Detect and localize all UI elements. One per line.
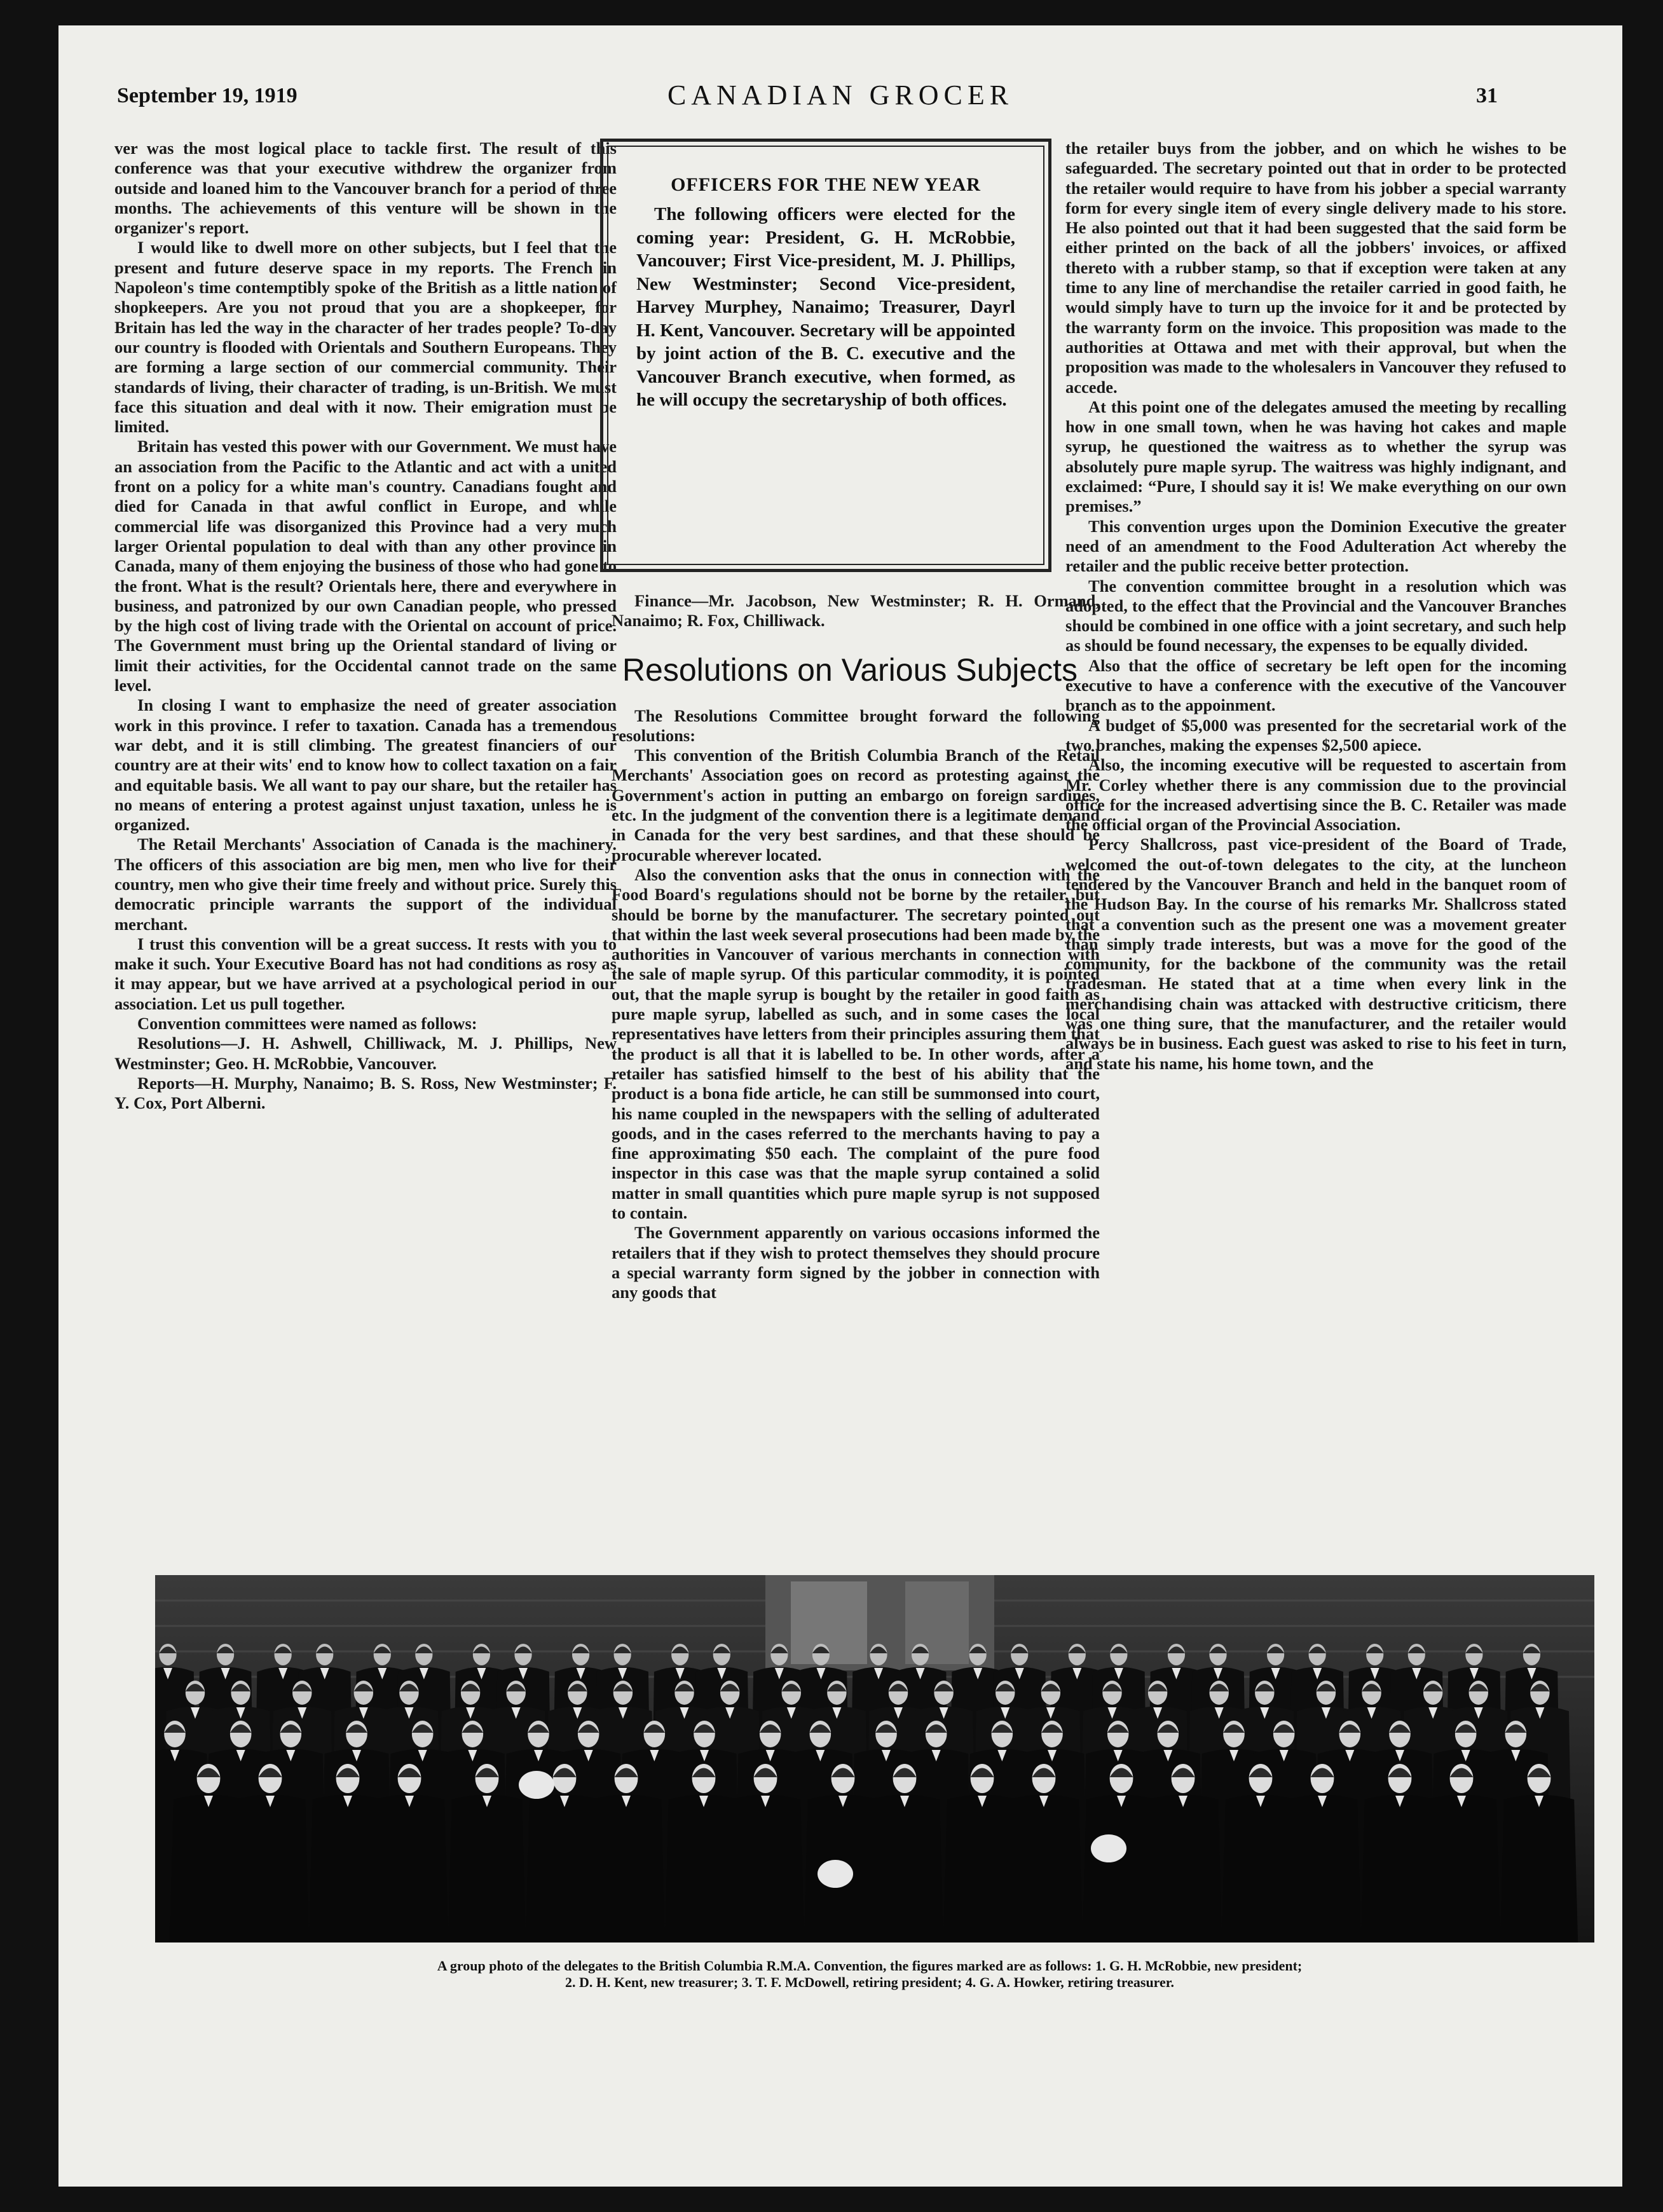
person-body [866,1795,943,1943]
paragraph: This convention urges upon the Dominion Executive the greater need of an amendment to the Food Adulteration Act whereby the retailer and the public receive better protection. [1065,516,1566,576]
article-column-1 [114,139,617,1114]
person-body [448,1795,526,1943]
person-body [371,1795,448,1943]
paragraph: Britain has vested this power with our Government. We must have an association from the Pacific to the Atlantic and act with a united front on a policy for a white man's country. Canadians fought and died for Canada in that awful conflict in Europe, and while commercial life was disorganized this Province had a very much larger Oriental population to deal with than any other province in Canada, many of them enjoying the business of those who had gone to the front. What is the result? Orientals here, there and everywhere in business, and patronized by our own Canadian people, who pressed by the high cost of living trade with the Oriental on account of price. The Government must bring up the Oriental standard of living or limit their activities, for the Occidental cannot trade on the same level. [114,437,617,695]
issue-date: September 19, 1919 [117,84,298,107]
resolutions-heading: Resolutions on Various Subjects [622,652,1078,688]
magazine-title: CANADIAN GROCER [667,79,1014,111]
officers-sidebar-box [600,139,1051,572]
group-photo-image [155,1575,1594,1942]
person-body [1283,1795,1361,1943]
person-body [587,1795,665,1943]
paragraph: the retailer buys from the jobber, and on which he wishes to be safeguarded. The secretary pointed out that in order to be protected the retailer would require to have from his jobber a special warranty form for every single item of every single delivery made to his store. He also pointed out that it had been suggested that the said form be either printed on the back of all the jobbers' invoices, or affixed thereto with a rubber stamp, so that if exception were taken at any time to any line of merchandise the retailer carried in good faith, he would simply have to turn up the invoice for it and be protected by the warranty form on the invoice. This proposition was made to the authorities at Ottawa and met with their approval, but when the proposition was made to the wholesalers in Vancouver they refused to accede. [1065,139,1566,397]
paragraph: The Government apparently on various occasions informed the retailers that if they wish to protect themselves they should procure a special warranty form signed by the jobber in connection with any goods that [612,1223,1100,1302]
paragraph: Percy Shallcross, past vice-president of the Board of Trade, welcomed the out-of-town delegates to the city, at the luncheon tendered by the Vancouver Branch and held in the banquet room of the Hudson Bay. In the course of his remarks Mr. Shallcross stated that a convention such as the present one was a movement greater than simply trade interests, but was a move for the good of the community, for the backbone of the community was the retail tradesman. He stated that at a time when every link in the merchandising chain was attacked with destructive criticism, there was one thing sure, that the manufacturer, and the retailer would always be in business. Each guest was asked to rise to his feet in turn, and state his name, his home town, and the [1065,835,1566,1073]
page-number: 31 [1476,84,1498,107]
officers-heading: OFFICERS FOR THE NEW YEAR [671,174,981,195]
person-body [727,1795,804,1943]
paragraph: Convention committees were named as follows: [137,1014,477,1034]
committee-listing: Reports—H. Murphy, Nanaimo; B. S. Ross, New Westminster; F. Y. Cox, Port Alberni. [114,1073,617,1113]
magazine-page [58,25,1622,2187]
paragraph: Also, the incoming executive will be requested to ascertain from Mr. Corley whether there is any commission due to the provincial office for the increased advertising since the B. C. Retailer was made the official organ of the Provincial Association. [1065,755,1566,835]
finance-committee-line: Finance—Mr. Jacobson, New Westminster; R. H. Ormand, Nanaimo; R. Fox, Chilliwack. [612,591,1100,631]
straw-hat [1091,1834,1126,1862]
officers-body: The following officers were elected for the coming year: President, G. H. McRobbie, Vancouver; First Vice-president, M. J. Phillips, New Westminster; Second Vice-president, Harvey Murphey, Nanaimo; Treasurer, Dayrl H. Kent, Vancouver. Secretary will be appointed by joint action of the B. C. executive and the Vancouver Branch executive, when formed, as he will occupy the secretaryship of both offices. [636,204,1015,410]
committee-listing: Resolutions—J. H. Ashwell, Chilliwack, M. J. Phillips, New Westminster; Geo. H. McRobbie, Vancouver. [114,1034,617,1073]
person-body [1144,1795,1222,1943]
caption-line: A group photo of the delegates to the British Columbia R.M.A. Convention, the figures marked are as follows: 1. G. H. McRobbie, new president; [437,1958,1303,1974]
person-body [1423,1795,1500,1943]
straw-hat [818,1860,853,1888]
person-body [1500,1795,1578,1943]
paragraph: In closing I want to emphasize the need of greater association work in this province. I refer to taxation. Canada has a tremendous war debt, and it is still climbing. The greatest financiers of our country are at their wits' end to know how to collect taxation on a fair and equitable basis. We all want to pay our share, but the retailer has no means of entering a protest against unjust taxation, unless he is organized. [114,695,617,835]
paragraph: Also the convention asks that the onus in connection with the Food Board's regulations should not be borne by the retailer, but should be borne by the manufacturer. The secretary pointed out that within the last week several prosecutions had been made by the authorities in Vancouver of various merchants in connection with the sale of maple syrup. Of this particular commodity, it is pointed out, that the maple syrup is bought by the retailer in good faith as pure maple syrup, labelled as such, and in some cases the local representatives have letters from their principles assuring them that the product is all that it is labelled to be. In other words, after a retailer has satisfied himself to the best of his ability that the product is a bona fide article, he can still be summonsed into court, his name coupled in the newspapers with the selling of adulterated goods, and in the cases referred to the merchants having to pay a fine approximating $50 each. The complaint of the pure food inspector in this case was that the maple syrup contained a solid matter in small quantities which pure maple syrup is not supposed to contain. [612,864,1100,1223]
group-photo [155,1575,1594,1942]
article-column-2 [612,591,1100,1303]
straw-hat [519,1771,554,1799]
person-body [1005,1795,1083,1943]
article-column-3 [1065,139,1566,1074]
paragraph: This convention of the British Columbia Branch of the Retail Merchants' Association goes on record as protesting against the Government's action in putting an embargo on foreign sardines, etc. In the judgment of the convention there is a legitimate demand in Canada for the very best sardines, and that these should be procurable wherever located. [612,746,1100,864]
paragraph: ver was the most logical place to tackle first. The result of this conference was that your executive withdrew the organizer from outside and loaned him to the Vancouver branch for a period of three months. The achievements of this venture will be shown in the organizer's report. [114,139,617,238]
paragraph: The Retail Merchants' Association of Canada is the machinery. The officers of this association are big men, men who live for their country, men who give their time freely and without price. Surely this democratic principle warrants the support of the individual merchant. [114,835,617,934]
paragraph: The Resolutions Committee brought forward the following resolutions: [612,706,1100,745]
paragraph: A budget of $5,000 was presented for the secretarial work of the two branches, making the expenses $2,500 apiece. [1065,715,1566,754]
person-body [231,1795,309,1943]
paragraph: Also that the office of secretary be left open for the incoming executive to have a conference with the executive of the Vancouver branch as to the appoinment. [1065,655,1566,715]
paragraph: I trust this convention will be a great success. It rests with you to make it such. Your Executive Board has not had conditions as rosy as it may appear, but we have arrived at a psychological period in our association. Let us pull together. [114,934,617,1013]
paragraph: The convention committee brought in a resolution which was adopted, to the effect that the Provincial and the Vancouver Branches should be combined in one office with a joint secretary, and such help as should be found necessary, the expenses to be equally divided. [1065,576,1566,655]
photo-caption [170,1958,1569,1991]
caption-line: 2. D. H. Kent, new treasurer; 3. T. F. McDowell, retiring president; 4. G. A. Howker, retiring treasurer. [565,1974,1175,1990]
paragraph: At this point one of the delegates amused the meeting by recalling how in one small town, when he was having hot cakes and maple syrup, he questioned the waitress as to whether the syrup was absolutely pure maple syrup. The waitress was highly indignant, and exclaimed: “Pure, I should say it is! We make everything on our own premises.” [1065,397,1566,516]
paragraph: I would like to dwell more on other subjects, but I feel that the present and future deserve space in my reports. The French in Napoleon's time contemptibly spoke of the British as a little nation of shopkeepers. Are you not proud that you are a shopkeeper, for Britain has led the way in the character of her trades people? To-day our country is flooded with Orientals and Southern Europeans. They are forming a large section of our commercial community. Their standards of living, their character of trading, is un-British. We must face this situation and deal with it now. Their emigration must be limited. [114,238,617,437]
